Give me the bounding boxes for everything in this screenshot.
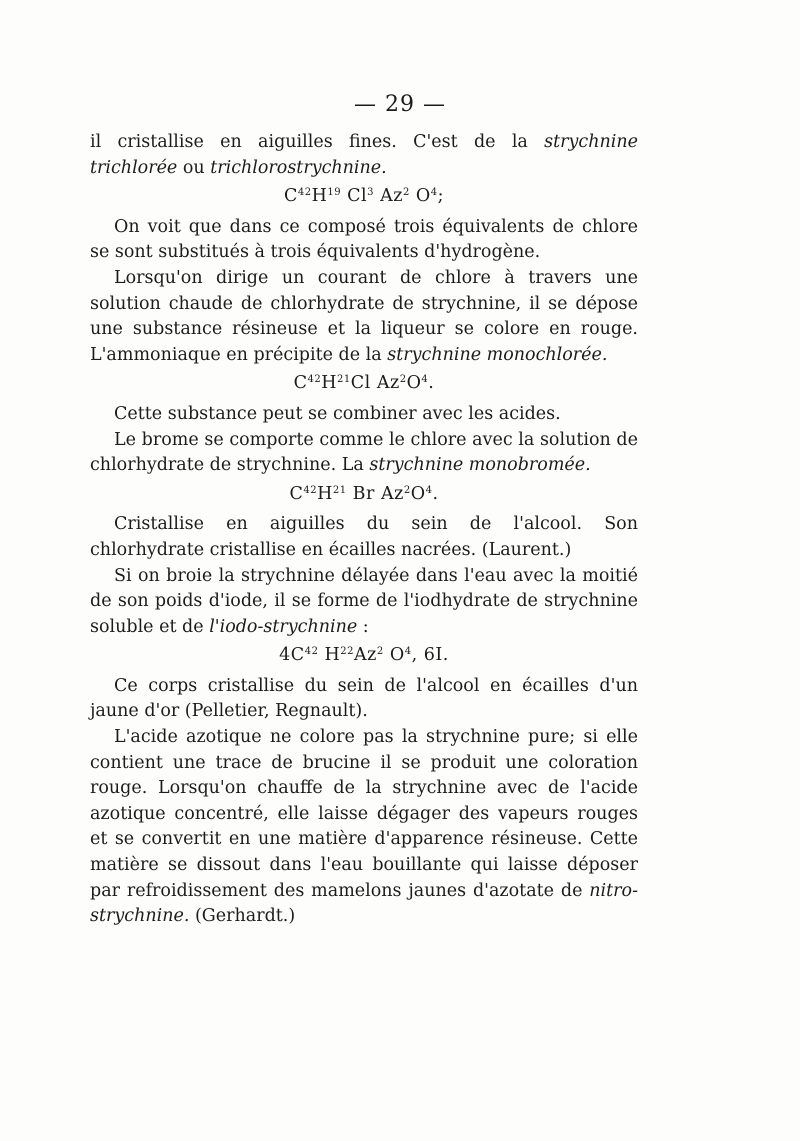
formula-monobromo: $C^{42}H^{21}$ Br $Az^2O^4$. <box>289 483 439 504</box>
paragraph-1: il cristallise en aiguilles fines. C'est de la strychnine trichlorée ou trichlorostrychnine. <box>90 132 638 178</box>
paragraph-2: On voit que dans ce composé trois équivalents de chlore se sont substitués à trois équivalents d'hydrogène. <box>90 216 638 263</box>
formula-iodo: $4C^{42}$ $H^{22}Az^2$ $O^4$, 6I. <box>279 645 449 666</box>
paragraph-8: Ce corps cristallise du sein de l'alcool en écailles d'un jaune d'or (Pelletier, Regnault). <box>90 675 638 722</box>
paragraph-5: Le brome se comporte comme le chlore avec la solution de chlorhydrate de strychnine. La strychnine monobromée. <box>90 429 638 476</box>
paragraph-3: Lorsqu'on dirige un courant de chlore à travers une solution chaude de chlorhydrate de strychnine, il se dépose une substance résineuse et la liqueur se colore en rouge. L'ammoniaque en précipite de la strychnine monochlorée. <box>90 267 638 365</box>
paragraph-4: Cette substance peut se combiner avec les acides. <box>114 403 561 424</box>
paragraph-6: Cristallise en aiguilles du sein de l'alcool. Son chlorhydrate cristallise en écailles nacrées. (Laurent.) <box>90 514 638 560</box>
body-text <box>90 130 638 930</box>
formula-monochloro: $C^{42}H^{21}Cl$ $Az^2O^4$. <box>293 373 435 394</box>
paragraph-7: Si on broie la strychnine délayée dans l'eau avec la moitié de son poids d'iode, il se forme de l'iodhydrate de strychnine soluble et de l'iodo-strychnine : <box>90 565 638 637</box>
page-number: — 29 — <box>354 92 446 117</box>
paragraph-9: L'acide azotique ne colore pas la strychnine pure; si elle contient une trace de brucine il se produit une coloration rouge. Lorsqu'on chauffe de la strychnine avec de l'acide azotique concentré, elle laisse dégager des vapeurs rouges et se convertit en une matière d'apparence résineuse. Cette matière se dissout dans l'eau bouillante qui laisse déposer par refroidissement des mamelons jaunes d'azotate de nitro-strychnine. (Gerhardt.) <box>90 727 638 927</box>
formula-trichlorostrychnine: $C^{42}H^{19}$ Cl$^3$ Az$^2$ $O^4$; <box>283 186 445 207</box>
